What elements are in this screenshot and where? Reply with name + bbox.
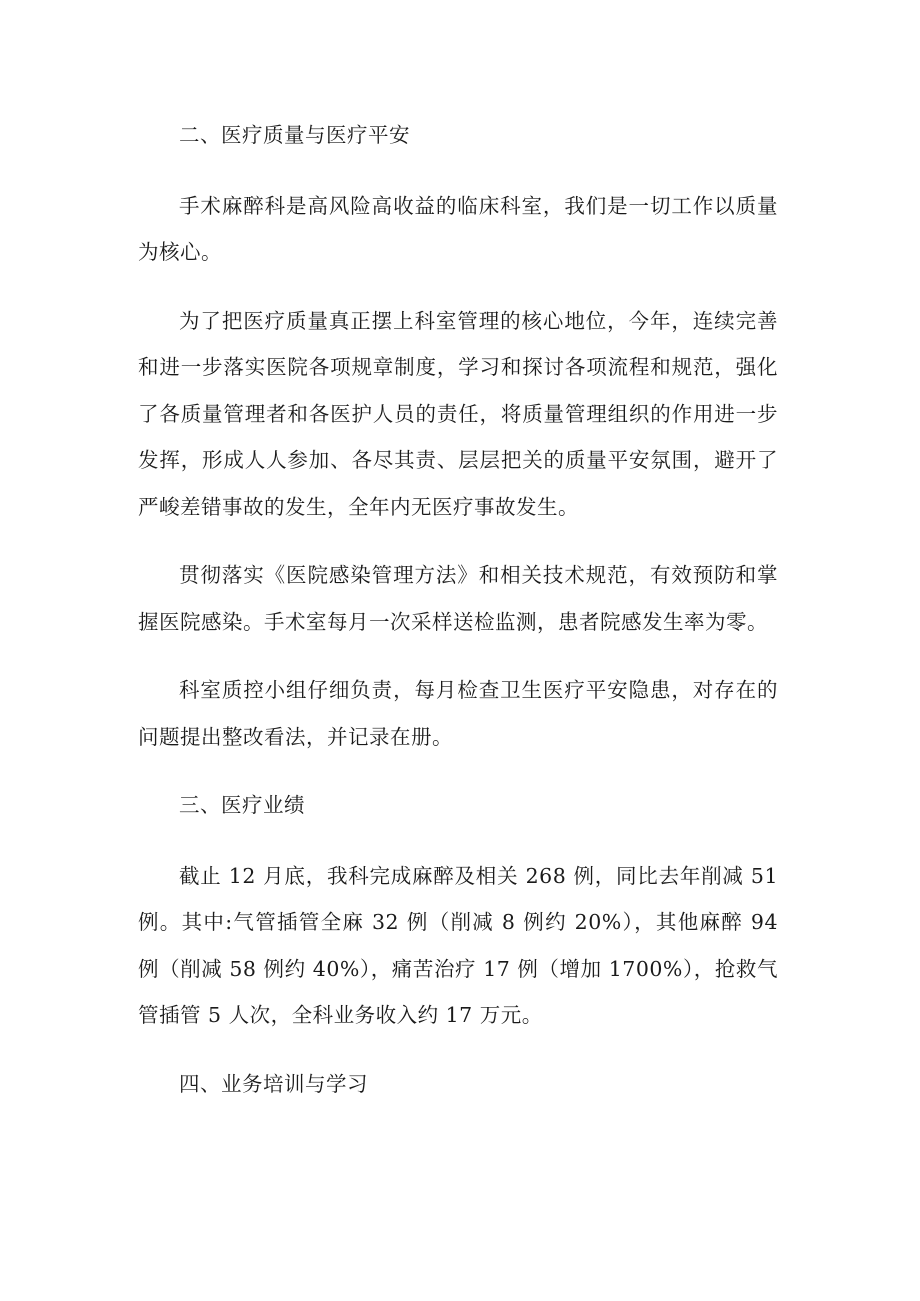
paragraph-performance-statistics: 截止 12 月底，我科完成麻醉及相关 268 例，同比去年削减 51 例。其中:气管插管全麻 32 例（削减 8 例约 20%），其他麻醉 94 例（削减 58 例约 40%），痛苦治疗 17 例（增加 1700%），抢救气管插管 5 人次，全科业务收入约 17 万元。 (138, 863, 778, 1027)
paragraph-infection-control: 贯彻落实《医院感染管理方法》和相关技术规范，有效预防和掌握医院感染。手术室每月一次采样送检监测，患者院感发生率为零。 (138, 563, 778, 634)
section-heading-training: 四、业务培训与学习 (179, 1071, 368, 1096)
paragraph-quality-control-group: 科室质控小组仔细负责，每月检查卫生医疗平安隐患，对存在的问题提出整改看法，并记录在册。 (138, 678, 778, 749)
section-heading-medical-performance: 三、医疗业绩 (179, 793, 305, 817)
paragraph-quality-management: 为了把医疗质量真正摆上科室管理的核心地位，今年，连续完善和进一步落实医院各项规章制度，学习和探讨各项流程和规范，强化了各质量管理者和各医护人员的责任，将质量管理组织的作用进一步发挥，形成人人参加、各尽其责、层层把关的质量平安氛围，避开了严峻差错事故的发生，全年内无医疗事故发生。 (138, 308, 778, 519)
paragraph-quality-core: 手术麻醉科是高风险高收益的临床科室，我们是一切工作以质量为核心。 (138, 193, 778, 264)
document-body (138, 112, 778, 1131)
section-heading-medical-quality: 二、医疗质量与医疗平安 (179, 123, 410, 147)
